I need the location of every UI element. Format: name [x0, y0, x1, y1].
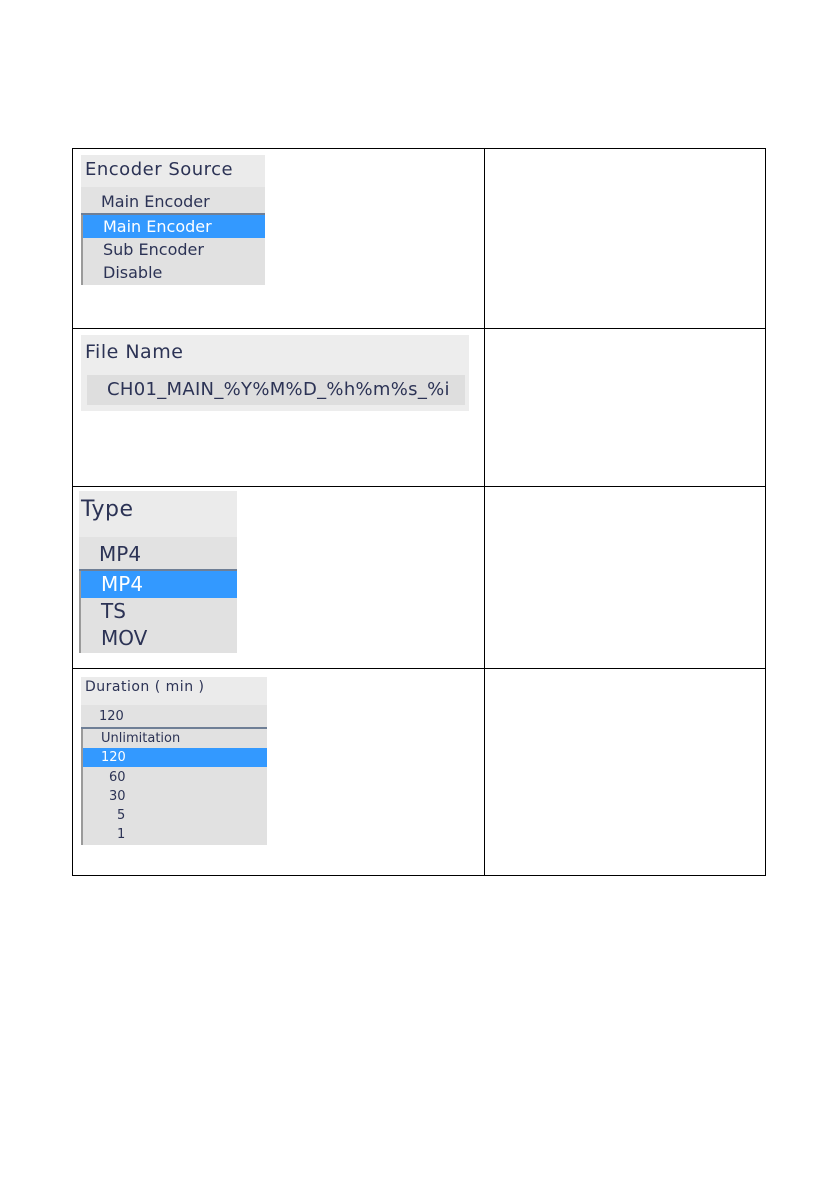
encoder-source-current-value: Main Encoder — [101, 192, 210, 211]
encoder-source-option-sub[interactable]: Sub Encoder — [103, 240, 204, 259]
file-name-input[interactable] — [87, 375, 465, 405]
type-panel — [79, 491, 237, 653]
type-options-list — [79, 571, 237, 653]
duration-current-value: 120 — [99, 709, 124, 724]
table-row-type — [73, 487, 765, 669]
type-option-mov[interactable]: MOV — [101, 626, 148, 650]
table-row-duration — [73, 669, 765, 875]
duration-option-30[interactable]: 30 — [109, 788, 126, 804]
duration-option-1[interactable]: 1 — [117, 827, 126, 843]
duration-option-120[interactable]: 120 — [83, 748, 267, 767]
duration-label: Duration ( min ) — [85, 679, 205, 695]
type-label: Type — [81, 497, 134, 522]
type-option-mp4[interactable]: MP4 — [81, 571, 237, 598]
duration-options-list — [81, 729, 267, 845]
duration-option-60[interactable]: 60 — [109, 769, 126, 785]
type-current-value: MP4 — [99, 542, 142, 566]
encoder-source-option-main[interactable]: Main Encoder — [83, 215, 265, 238]
file-name-label: File Name — [85, 341, 184, 363]
duration-option-5[interactable]: 5 — [117, 808, 126, 823]
description-cell — [485, 487, 765, 668]
table-row-encoder-source — [73, 149, 765, 329]
type-dropdown[interactable] — [79, 537, 237, 571]
type-option-ts[interactable]: TS — [101, 599, 126, 623]
encoder-source-options-list — [81, 215, 265, 285]
table-row-file-name — [73, 329, 765, 487]
encoder-source-option-disable[interactable]: Disable — [103, 263, 163, 282]
description-cell — [485, 149, 765, 328]
encoder-source-dropdown[interactable] — [81, 187, 265, 215]
encoder-source-panel — [81, 155, 265, 285]
duration-option-unlimitation[interactable]: Unlimitation — [101, 731, 181, 746]
encoder-source-label: Encoder Source — [85, 159, 234, 180]
settings-table — [72, 148, 766, 876]
description-cell — [485, 669, 765, 875]
file-name-panel — [81, 335, 469, 411]
description-cell — [485, 329, 765, 486]
duration-dropdown[interactable] — [81, 705, 267, 729]
duration-panel — [81, 677, 267, 845]
file-name-value: CH01_MAIN_%Y%M%D_%h%m%s_%i — [107, 379, 450, 400]
